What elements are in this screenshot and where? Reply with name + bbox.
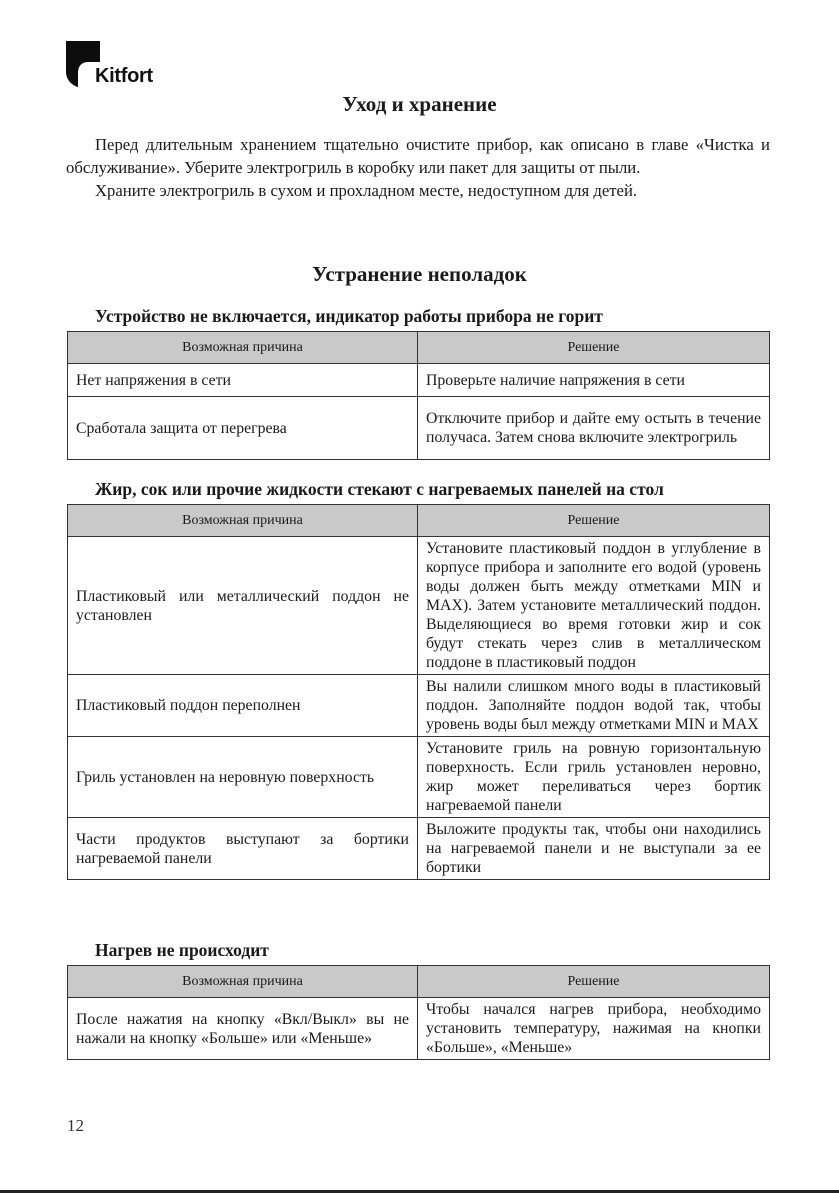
- care-title: Уход и хранение: [342, 92, 497, 116]
- cause-cell: После нажатия на кнопку «Вкл/Выкл» вы не нажали на кнопку «Больше» или «Меньше»: [68, 998, 418, 1060]
- table-header-row: [68, 332, 770, 364]
- table-header-row: [68, 966, 770, 998]
- cause-cell: Сработала защита от перегрева: [68, 397, 418, 460]
- section-heading: Устройство не включается, индикатор работы прибора не горит: [95, 306, 603, 326]
- section-heading: Нагрев не происходит: [95, 940, 269, 960]
- solution-cell: Отключите прибор и дайте ему остыть в течение получаса. Затем снова включите электрогриль: [418, 397, 770, 460]
- column-header-cause: Возможная причина: [68, 505, 418, 537]
- column-header-cause: Возможная причина: [68, 966, 418, 998]
- troubleshooting-table: [67, 504, 770, 880]
- column-header-solution: Решение: [418, 332, 770, 364]
- table-row: [68, 537, 770, 675]
- column-header-solution: Решение: [418, 966, 770, 998]
- solution-cell: Выложите продукты так, чтобы они находились на нагреваемой панели и не выступали за ее бортики: [418, 818, 770, 880]
- care-text: [66, 133, 770, 202]
- cause-cell: Пластиковый поддон переполнен: [68, 675, 418, 737]
- cause-cell: Пластиковый или металлический поддон не установлен: [68, 537, 418, 675]
- cause-cell: Гриль установлен на неровную поверхность: [68, 737, 418, 818]
- brand-name: Kitfort: [95, 65, 153, 87]
- care-paragraph: Храните электрогриль в сухом и прохладном месте, недоступном для детей.: [95, 181, 638, 200]
- page-number: 12: [67, 1116, 84, 1135]
- table-row: [68, 998, 770, 1060]
- cause-cell: Нет напряжения в сети: [68, 364, 418, 397]
- table-row: [68, 397, 770, 460]
- solution-cell: Установите пластиковый поддон в углубление в корпусе прибора и заполните его водой (уровень воды должен быть между отметками MIN и MAX). Затем установите металлический поддон. Выделяющиеся во время готовки жир и сок будут стекать через слив в металлическом поддоне в пластиковый поддон: [418, 537, 770, 675]
- table-header-row: [68, 505, 770, 537]
- solution-cell: Вы налили слишком много воды в пластиковый поддон. Заполняйте поддон водой так, чтобы уровень воды был между отметками MIN и MAX: [418, 675, 770, 737]
- cause-cell: Части продуктов выступают за бортики нагреваемой панели: [68, 818, 418, 880]
- table-row: [68, 818, 770, 880]
- troubleshooting-table: [67, 965, 770, 1060]
- column-header-solution: Решение: [418, 505, 770, 537]
- column-header-cause: Возможная причина: [68, 332, 418, 364]
- table-row: [68, 364, 770, 397]
- solution-cell: Чтобы начался нагрев прибора, необходимо установить температуру, нажимая на кнопки «Больше», «Меньше»: [418, 998, 770, 1060]
- table-row: [68, 737, 770, 818]
- table-row: [68, 675, 770, 737]
- care-paragraph: Перед длительным хранением тщательно очистите прибор, как описано в главе «Чистка и обслуживание». Уберите электрогриль в коробку или пакет для защиты от пыли.: [66, 135, 770, 177]
- solution-cell: Проверьте наличие напряжения в сети: [418, 364, 770, 397]
- solution-cell: Установите гриль на ровную горизонтальную поверхность. Если гриль установлен неровно, жир может переливаться через бортик нагреваемой панели: [418, 737, 770, 818]
- troubleshooting-title: Устранение неполадок: [312, 262, 527, 286]
- troubleshooting-table: [67, 331, 770, 460]
- section-heading: Жир, сок или прочие жидкости стекают с нагреваемых панелей на стол: [95, 479, 664, 499]
